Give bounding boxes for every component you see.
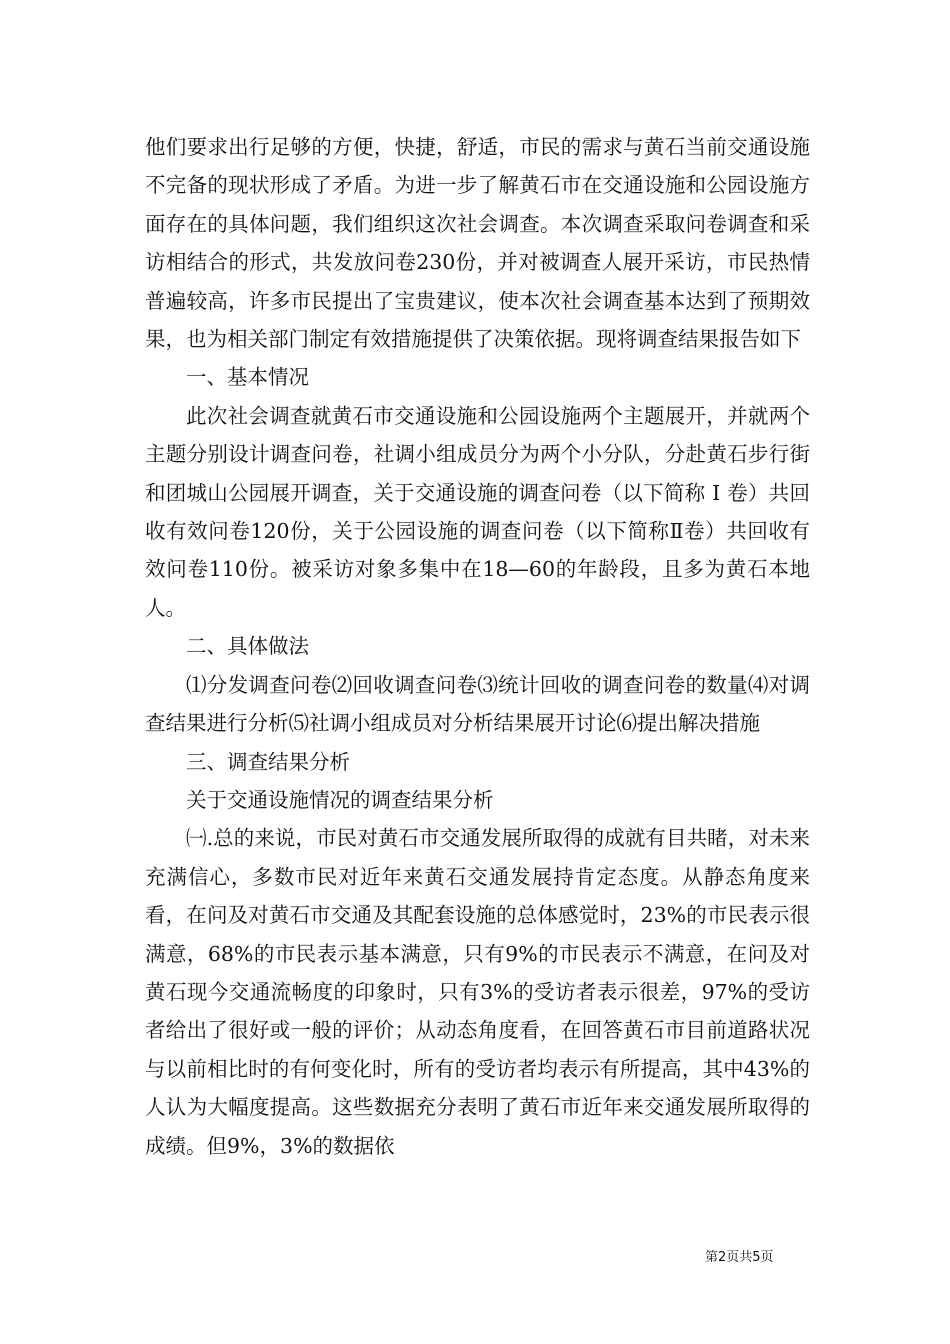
- section-heading-methods: 二、具体做法: [186, 634, 309, 659]
- paragraph-basic-situation: 此次社会调查就黄石市交通设施和公园设施两个主题展开，并就两个主题分别设计调查问卷，社调小组成员分为两个小分队，分赴黄石步行街和团城山公园展开调查，关于交通设施的调查问卷（以下简称 Ⅰ 卷）共回收有效问卷120份，关于公园设施的调查问卷（以下简称Ⅱ卷）共回收有效问卷110份。被采访对象多集中在18—60的年龄段，且多为黄石本地人。: [145, 403, 810, 620]
- paragraph-intro-continued: 他们要求出行足够的方便，快捷，舒适，市民的需求与黄石当前交通设施不完备的现状形成了矛盾。为进一步了解黄石市在交通设施和公园设施方面存在的具体问题，我们组织这次社会调查。本次调查采取问卷调查和采访相结合的形式，共发放问卷230份，并对被调查人展开采访，市民热情普遍较高，许多市民提出了宝贵建议，使本次社会调查基本达到了预期效果，也为相关部门制定有效措施提供了决策依据。现将调查结果报告如下: [145, 135, 810, 352]
- section-heading-basic-situation: 一、基本情况: [186, 365, 309, 390]
- section-heading-results-analysis: 三、调查结果分析: [186, 749, 350, 774]
- subsection-heading-traffic-facilities: 关于交通设施情况的调查结果分析: [186, 787, 494, 812]
- paragraph-traffic-analysis: ㈠.总的来说，市民对黄石市交通发展所取得的成就有目共睹，对未来充满信心，多数市民对近年来黄石交通发展持肯定态度。从静态角度来看，在问及对黄石市交通及其配套设施的总体感觉时，23%的市民表示很满意，68%的市民表示基本满意，只有9%的市民表示不满意，在问及对黄石现今交通流畅度的印象时，只有3%的受访者表示很差，97%的受访者给出了很好或一般的评价；从动态角度看，在回答黄石市目前道路状况与以前相比时的有何变化时，所有的受访者均表示有所提高，其中43%的人认为大幅度提高。这些数据充分表明了黄石市近年来交通发展所取得的成绩。但9%，3%的数据依: [145, 826, 810, 1158]
- paragraph-methods: ⑴分发调查问卷⑵回收调查问卷⑶统计回收的调查问卷的数量⑷对调查结果进行分析⑸社调小组成员对分析结果展开讨论⑹提出解决措施: [145, 672, 810, 736]
- page-number-footer: 第2页共5页: [705, 1250, 774, 1265]
- document-body: [145, 128, 810, 1165]
